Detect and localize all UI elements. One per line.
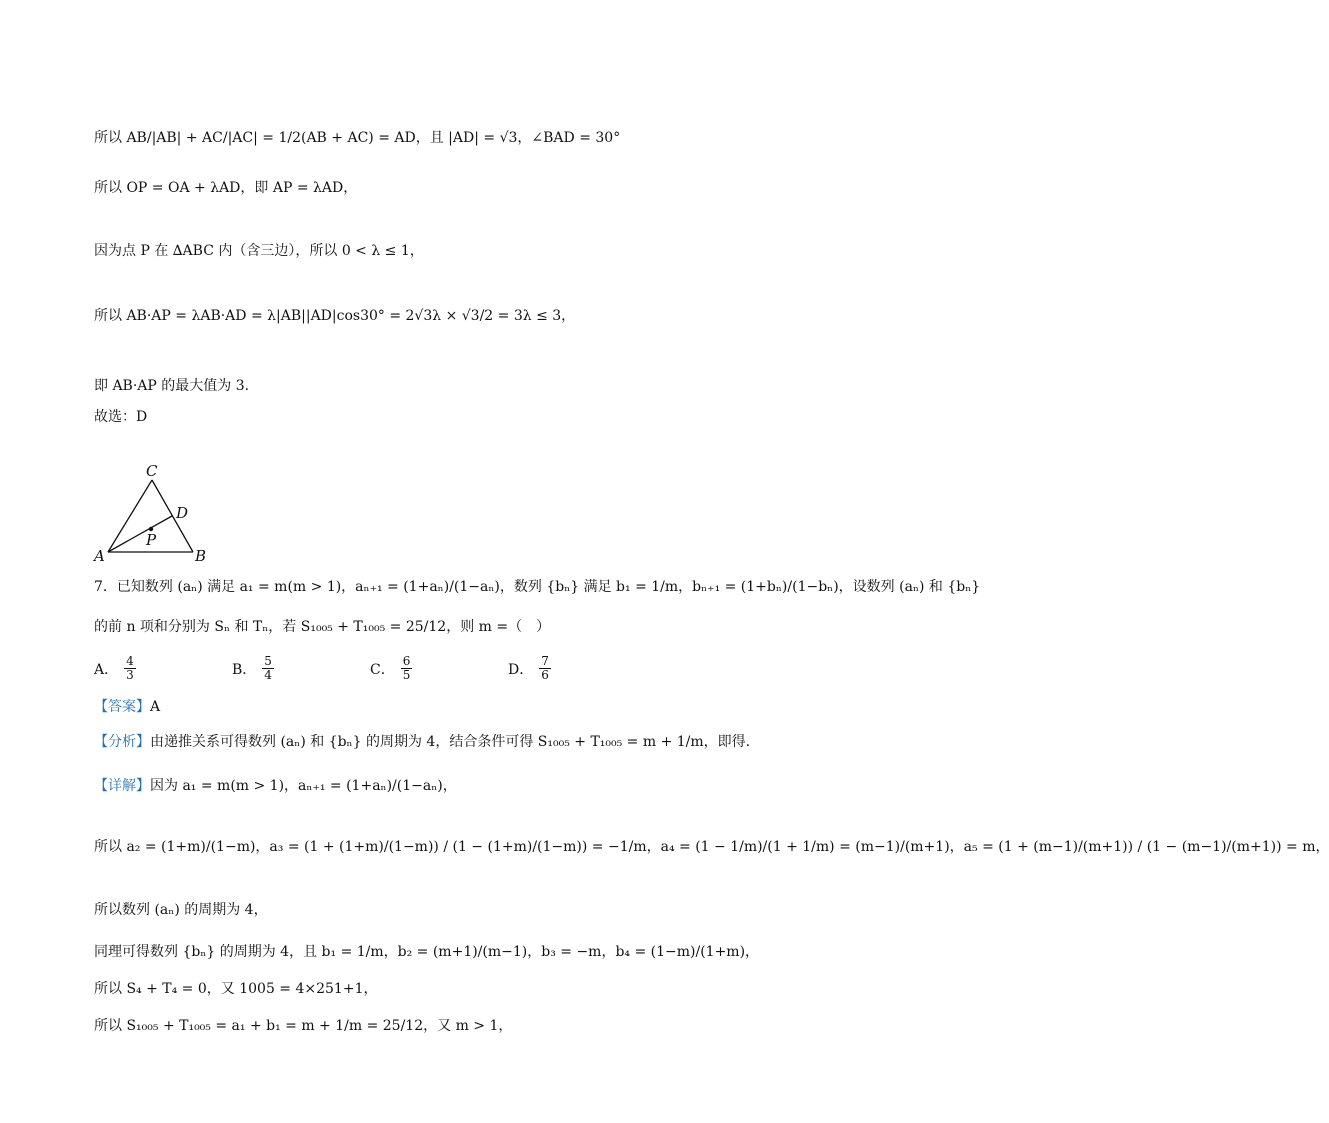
- choice-b-fraction: $\frac{5}{4}$: [264, 654, 272, 682]
- detail-line-4: 同理可得数列 {bₙ} 的周期为 4，且 b₁ = 1/m，b₂ = (m+1)/(m−1)，b₃ = −m，b₄ = (1−m)/(1+m)，: [94, 944, 760, 960]
- analysis-text: 由递推关系可得数列 (aₙ) 和 {bₙ} 的周期为 4，结合条件可得 S₁₀₀₅ + T₁₀₀₅ = m + 1/m，即得.: [150, 734, 751, 750]
- answer-text: A: [150, 699, 161, 715]
- segment-ad: [108, 516, 172, 552]
- detail-line-5: 所以 S₄ + T₄ = 0，又 1005 = 4×251+1，: [94, 981, 378, 997]
- solution-line-4: 所以 AB·AP = λAB·AD = λ|AB||AD|cos30° = 2√3λ × √3/2 = 3λ ≤ 3，: [94, 308, 576, 324]
- analysis-tag: 【分析】: [94, 734, 150, 750]
- choice-c-fraction: $\frac{6}{5}$: [402, 654, 411, 682]
- triangle-figure: [90, 460, 220, 566]
- label-c: C: [146, 462, 158, 480]
- question-7-stem-a: 7．已知数列 (aₙ) 满足 a₁ = m(m > 1)，aₙ₊₁ = (1+aₙ)/(1−aₙ)，数列 {bₙ} 满足 b₁ = 1/m，bₙ₊₁ = (1+bₙ)/(1−bₙ)，设数列 (aₙ) 和 {bₙ}: [94, 579, 981, 595]
- question-7-stem-b: 的前 n 项和分别为 Sₙ 和 Tₙ，若 S₁₀₀₅ + T₁₀₀₅ = 25/12，则 m =（ ）: [94, 619, 551, 635]
- solution-line-6: 故选：D: [94, 409, 148, 425]
- choice-d[interactable]: D． $\frac{7}{6}$: [508, 654, 549, 682]
- label-a: A: [94, 547, 105, 565]
- analysis-line: [94, 732, 750, 752]
- answer-tag: 【答案】: [94, 699, 150, 715]
- solution-line-2: 所以 OP = OA + λAD，即 AP = λAD，: [94, 180, 358, 196]
- answer-choices: [94, 655, 694, 691]
- solution-line-3: 因为点 P 在 ∆ABC 内（含三边），所以 0 < λ ≤ 1，: [94, 243, 424, 259]
- detail-line: [94, 776, 457, 796]
- choice-d-fraction: $\frac{7}{6}$: [541, 654, 549, 682]
- detail-text: 因为 a₁ = m(m > 1)，aₙ₊₁ = (1+aₙ)/(1−aₙ)，: [150, 778, 457, 794]
- solution-line-5: 即 AB·AP 的最大值为 3.: [94, 378, 250, 394]
- detail-line-6: 所以 S₁₀₀₅ + T₁₀₀₅ = a₁ + b₁ = m + 1/m = 25/12，又 m > 1，: [94, 1018, 513, 1034]
- solution-line-1: 所以 AB/|AB| + AC/|AC| = 1/2(AB + AC) = AD，且 |AD| = √3，∠BAD = 30°: [94, 130, 621, 146]
- label-p: P: [146, 531, 157, 549]
- choice-a-fraction: $\frac{4}{3}$: [126, 654, 134, 682]
- choice-a[interactable]: A． $\frac{4}{3}$: [94, 654, 134, 682]
- detail-line-3: 所以数列 (aₙ) 的周期为 4，: [94, 902, 268, 918]
- label-b: B: [195, 547, 207, 565]
- label-d: D: [176, 504, 189, 522]
- choice-b[interactable]: B． $\frac{5}{4}$: [232, 654, 272, 682]
- detail-line-2: 所以 a₂ = (1+m)/(1−m)，a₃ = (1 + (1+m)/(1−m)) / (1 − (1+m)/(1−m)) = −1/m，a₄ = (1 − 1/m)/(1 + 1/m) = (m−1)/(m+1)，a₅ = (1 + (m−1)/(m+1)) / (1 − (m−1)/(m+1)) = m，: [94, 839, 1329, 855]
- choice-c[interactable]: C． $\frac{6}{5}$: [370, 654, 411, 682]
- detail-tag: 【详解】: [94, 778, 150, 794]
- answer-line: [94, 697, 160, 717]
